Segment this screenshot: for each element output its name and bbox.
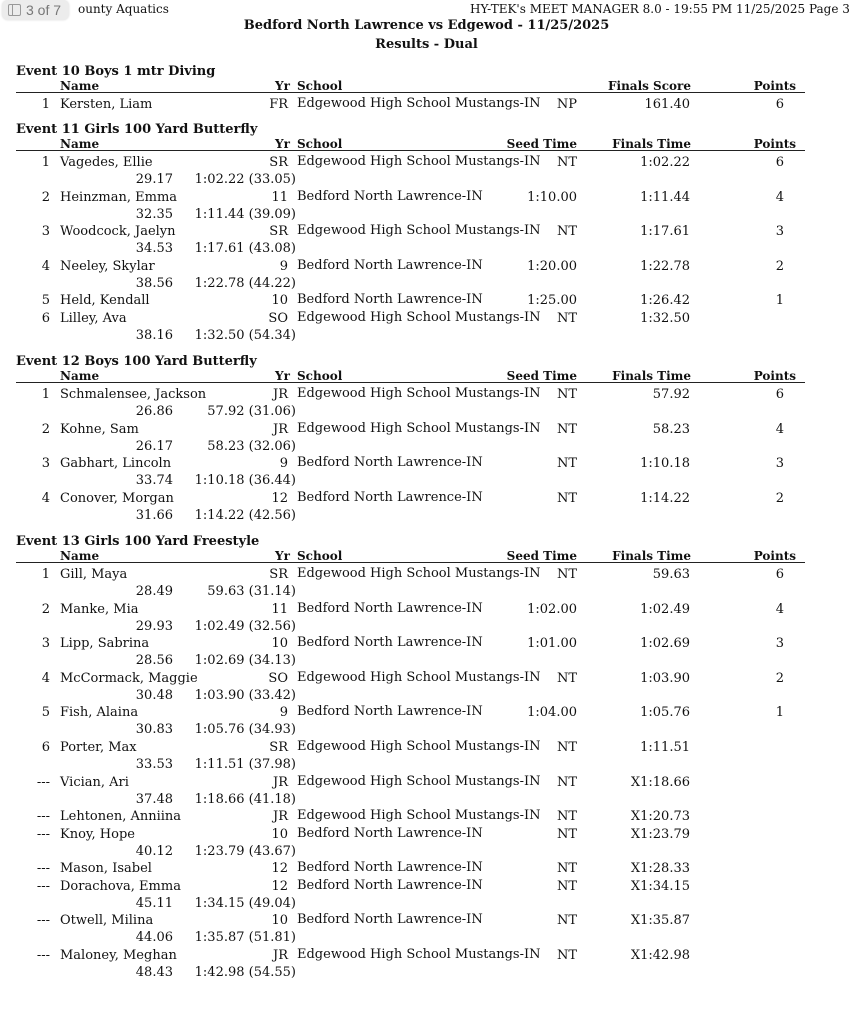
finals-time: 1:22.78 (640, 258, 690, 274)
seed-time: 1:04.00 (527, 705, 577, 721)
swimmer-name: Mason, Isabel (60, 861, 152, 877)
seed-time: NT (556, 155, 577, 170)
finals-time: 57.92 (652, 387, 690, 402)
split-100: 1:02.22 (33.05) (194, 172, 296, 187)
event-title: Event 12 Boys 100 Yard Butterfly (16, 354, 257, 369)
place: 2 (41, 421, 50, 437)
swimmer-name: Manke, Mia (60, 601, 139, 617)
points: 2 (775, 490, 784, 506)
school: Bedford North Lawrence-IN (297, 257, 483, 273)
school: Edgewood High School Mustangs-IN (297, 739, 541, 754)
school: Bedford North Lawrence-IN (297, 188, 483, 204)
seed-time: 1:01.00 (527, 636, 577, 652)
points: 6 (775, 567, 784, 582)
column-header-points: Points (753, 137, 796, 151)
finals-time: 1:14.22 (640, 490, 690, 506)
seed-time: NT (556, 387, 577, 402)
split-100: 1:14.22 (42.56) (194, 507, 296, 523)
school: Bedford North Lawrence-IN (297, 704, 483, 720)
column-header-name: Name (60, 369, 100, 383)
place: --- (36, 861, 50, 877)
school: Bedford North Lawrence-IN (297, 912, 483, 928)
finals-time: X1:35.87 (630, 913, 690, 929)
swimmer-year: JR (273, 948, 288, 963)
swimmer-year: SO (268, 670, 288, 686)
finals-time: 1:11.51 (640, 740, 690, 755)
finals-time: 59.63 (652, 567, 690, 582)
place: --- (36, 809, 50, 825)
swimmer-year: SR (269, 567, 288, 582)
finals-time: 1:03.90 (640, 670, 690, 686)
finals-time: X1:23.79 (630, 826, 690, 842)
school: Edgewood High School Mustangs-IN (297, 773, 541, 789)
sidebar-icon[interactable] (8, 4, 21, 16)
header-rule (16, 382, 805, 383)
split-50: 30.48 (135, 687, 173, 703)
swimmer-year: 12 (271, 490, 288, 506)
seed-time: NT (556, 774, 577, 790)
school: Bedford North Lawrence-IN (297, 825, 483, 841)
school: Edgewood High School Mustangs-IN (297, 566, 541, 581)
swimmer-name: Schmalensee, Jackson (60, 387, 207, 402)
swimmer-year: SR (269, 224, 288, 240)
school: Edgewood High School Mustangs-IN (297, 669, 541, 685)
split-100: 1:11.51 (37.98) (194, 757, 296, 772)
column-header-name: Name (60, 549, 100, 563)
swimmer-name: Woodcock, Jaelyn (60, 224, 176, 240)
place: 4 (41, 258, 50, 274)
points: 2 (775, 258, 784, 274)
swimmer-year: JR (273, 774, 288, 790)
school: Bedford North Lawrence-IN (297, 489, 483, 505)
school: Edgewood High School Mustangs-IN (297, 223, 541, 239)
split-50: 28.56 (135, 653, 173, 669)
column-header-points: Points (753, 549, 796, 563)
column-header-school: School (297, 549, 343, 563)
place: 3 (41, 456, 50, 472)
seed-time: NT (556, 809, 577, 825)
split-50: 30.83 (135, 722, 173, 738)
split-50: 32.35 (135, 206, 173, 222)
points: 6 (775, 387, 784, 402)
swimmer-name: Knoy, Hope (60, 826, 135, 842)
swimmer-name: Held, Kendall (60, 293, 150, 309)
points: 2 (775, 670, 784, 686)
place: 6 (41, 310, 50, 326)
finals-time: 58.23 (652, 421, 690, 437)
finals-time: 1:26.42 (640, 293, 690, 309)
column-header-school: School (297, 137, 343, 151)
swimmer-year: JR (273, 387, 288, 402)
school: Edgewood High School Mustangs-IN (297, 420, 541, 436)
place: 5 (41, 705, 50, 721)
finals-time: 1:17.61 (640, 224, 690, 240)
finals-time: 1:05.76 (640, 705, 690, 721)
split-100: 1:18.66 (41.18) (194, 791, 296, 807)
swimmer-name: Maloney, Meghan (60, 948, 177, 963)
header-rule (16, 562, 805, 563)
split-100: 1:35.87 (51.81) (194, 930, 296, 946)
swimmer-year: FR (269, 97, 288, 112)
seed-time: NT (556, 913, 577, 929)
place: --- (36, 913, 50, 929)
points: 4 (775, 421, 784, 437)
split-100: 1:42.98 (54.55) (194, 965, 296, 980)
school: Edgewood High School Mustangs-IN (297, 96, 541, 111)
split-50: 31.66 (135, 507, 173, 523)
seed-time: NT (556, 948, 577, 963)
split-50: 29.93 (135, 618, 173, 634)
split-50: 40.12 (135, 843, 173, 859)
finals-time: 161.40 (644, 97, 690, 112)
place: 3 (41, 636, 50, 652)
swimmer-name: Lipp, Sabrina (60, 636, 150, 652)
place: 1 (41, 387, 50, 402)
points: 3 (775, 636, 784, 652)
school: Bedford North Lawrence-IN (297, 292, 483, 308)
place: 1 (41, 567, 50, 582)
swimmer-name: McCormack, Maggie (60, 670, 198, 686)
column-header-school: School (297, 79, 343, 93)
finals-time: X1:18.66 (630, 774, 690, 790)
place: 1 (41, 97, 50, 112)
column-header-finals: Finals Time (612, 549, 691, 563)
header-rule (16, 150, 805, 151)
swimmer-name: Vician, Ari (60, 774, 129, 790)
split-50: 34.53 (135, 241, 173, 257)
finals-time: 1:11.44 (640, 189, 690, 205)
swimmer-name: Otwell, Milina (60, 913, 154, 929)
points: 3 (775, 224, 784, 240)
school: Bedford North Lawrence-IN (297, 860, 483, 876)
swimmer-year: SR (269, 155, 288, 170)
swimmer-name: Fish, Alaina (60, 705, 139, 721)
split-100: 1:05.76 (34.93) (194, 722, 296, 738)
swimmer-name: Neeley, Skylar (60, 258, 155, 274)
points: 1 (775, 293, 784, 309)
swimmer-name: Gill, Maya (60, 567, 128, 582)
school: Edgewood High School Mustangs-IN (297, 154, 541, 169)
swimmer-year: SR (269, 740, 288, 755)
swimmer-year: 9 (279, 705, 288, 721)
swimmer-name: Lilley, Ava (60, 310, 127, 326)
event-title: Event 10 Boys 1 mtr Diving (16, 64, 216, 79)
seed-time: NT (556, 567, 577, 582)
column-header-seed: Seed Time (506, 137, 577, 151)
finals-time: 1:10.18 (640, 456, 690, 472)
seed-time: 1:20.00 (527, 258, 577, 274)
split-50: 44.06 (135, 930, 173, 946)
page-indicator-label: 3 of 7 (26, 2, 62, 18)
swimmer-year: 9 (279, 456, 288, 472)
place: 2 (41, 189, 50, 205)
header-rule (16, 92, 805, 93)
finals-time: X1:42.98 (630, 948, 690, 963)
split-100: 1:03.90 (33.42) (194, 687, 296, 703)
column-header-points: Points (753, 369, 796, 383)
column-header-school: School (297, 369, 343, 383)
split-50: 38.16 (135, 327, 173, 343)
split-50: 26.86 (135, 404, 173, 419)
swimmer-name: Porter, Max (60, 740, 137, 755)
swimmer-name: Gabhart, Lincoln (60, 456, 172, 472)
swimmer-name: Kohne, Sam (60, 421, 139, 437)
finals-time: 1:02.69 (640, 636, 690, 652)
swimmer-year: 10 (271, 826, 288, 842)
split-50: 45.11 (135, 895, 173, 911)
meet-title: Bedford North Lawrence vs Edgewod - 11/25/2025 (243, 18, 610, 33)
seed-time: NT (556, 878, 577, 894)
header-left: ounty Aquatics (78, 2, 169, 16)
school: Bedford North Lawrence-IN (297, 635, 483, 651)
place: 2 (41, 601, 50, 617)
swimmer-year: JR (273, 809, 288, 825)
place: 4 (41, 490, 50, 506)
swimmer-name: Kersten, Liam (60, 97, 153, 112)
school: Bedford North Lawrence-IN (297, 600, 483, 616)
seed-time: NT (556, 456, 577, 472)
place: 5 (41, 293, 50, 309)
split-100: 1:02.49 (32.56) (194, 618, 296, 634)
seed-time: NT (556, 861, 577, 877)
column-header-yr: Yr (275, 79, 290, 93)
swimmer-year: SO (268, 310, 288, 326)
split-100: 1:10.18 (36.44) (194, 473, 296, 489)
place: --- (36, 878, 50, 894)
swimmer-year: 11 (271, 601, 288, 617)
split-100: 1:34.15 (49.04) (194, 895, 296, 911)
place: 4 (41, 670, 50, 686)
swimmer-name: Heinzman, Emma (60, 189, 178, 205)
seed-time: 1:02.00 (527, 601, 577, 617)
split-100: 1:32.50 (54.34) (194, 327, 296, 343)
finals-time: X1:34.15 (630, 878, 690, 894)
results-subtitle: Results - Dual (375, 37, 478, 52)
swimmer-year: 9 (279, 258, 288, 274)
seed-time: 1:25.00 (527, 293, 577, 309)
swimmer-name: Vagedes, Ellie (60, 155, 153, 170)
seed-time: NT (556, 310, 577, 326)
swimmer-year: 12 (271, 878, 288, 894)
place: --- (36, 826, 50, 842)
split-100: 1:23.79 (43.67) (194, 843, 296, 859)
split-50: 37.48 (135, 791, 173, 807)
split-100: 1:17.61 (43.08) (194, 241, 296, 257)
seed-time: NP (556, 97, 577, 112)
header-right: HY-TEK's MEET MANAGER 8.0 - 19:55 PM 11/25/2025 Page 3 (470, 2, 850, 16)
split-100: 58.23 (32.06) (207, 438, 296, 454)
split-100: 1:11.44 (39.09) (194, 206, 296, 222)
split-50: 48.43 (135, 965, 173, 980)
points: 6 (775, 155, 784, 170)
points: 4 (775, 601, 784, 617)
split-50: 38.56 (135, 275, 173, 291)
place: 3 (41, 224, 50, 240)
seed-time: NT (556, 826, 577, 842)
seed-time: 1:10.00 (527, 189, 577, 205)
place: 6 (41, 740, 50, 755)
split-100: 57.92 (31.06) (207, 404, 296, 419)
split-50: 33.53 (135, 757, 173, 772)
finals-time: X1:20.73 (630, 809, 690, 825)
school: Bedford North Lawrence-IN (297, 877, 483, 893)
swimmer-name: Dorachova, Emma (60, 878, 181, 894)
column-header-yr: Yr (275, 549, 290, 563)
points: 6 (775, 97, 784, 112)
finals-time: X1:28.33 (630, 861, 690, 877)
swimmer-year: 10 (271, 913, 288, 929)
finals-time: 1:02.49 (640, 601, 690, 617)
seed-time: NT (556, 670, 577, 686)
swimmer-year: 10 (271, 636, 288, 652)
event-title: Event 13 Girls 100 Yard Freestyle (16, 534, 260, 549)
school: Edgewood High School Mustangs-IN (297, 808, 541, 824)
place: --- (36, 774, 50, 790)
points: 4 (775, 189, 784, 205)
event-title: Event 11 Girls 100 Yard Butterfly (16, 122, 258, 137)
column-header-seed: Seed Time (506, 549, 577, 563)
finals-time: 1:02.22 (640, 155, 690, 170)
swimmer-year: JR (273, 421, 288, 437)
seed-time: NT (556, 224, 577, 240)
swimmer-year: 11 (271, 189, 288, 205)
column-header-yr: Yr (275, 369, 290, 383)
school: Edgewood High School Mustangs-IN (297, 386, 541, 401)
place: --- (36, 948, 50, 963)
page-indicator[interactable] (2, 0, 69, 20)
split-50: 33.74 (135, 473, 173, 489)
split-50: 26.17 (135, 438, 173, 454)
split-50: 29.17 (135, 172, 173, 187)
school: Edgewood High School Mustangs-IN (297, 947, 541, 962)
swimmer-year: 12 (271, 861, 288, 877)
points: 1 (775, 705, 784, 721)
school: Edgewood High School Mustangs-IN (297, 309, 541, 325)
seed-time: NT (556, 421, 577, 437)
seed-time: NT (556, 490, 577, 506)
column-header-finals: Finals Time (612, 137, 691, 151)
split-50: 28.49 (135, 584, 173, 599)
column-header-name: Name (60, 79, 100, 93)
column-header-finals: Finals Score (607, 79, 691, 93)
split-100: 1:02.69 (34.13) (194, 653, 296, 669)
finals-time: 1:32.50 (640, 310, 690, 326)
column-header-points: Points (753, 79, 796, 93)
column-header-seed: Seed Time (506, 369, 577, 383)
seed-time: NT (556, 740, 577, 755)
split-100: 59.63 (31.14) (207, 584, 296, 599)
swimmer-name: Lehtonen, Anniina (60, 809, 182, 825)
place: 1 (41, 155, 50, 170)
column-header-name: Name (60, 137, 100, 151)
split-100: 1:22.78 (44.22) (194, 275, 296, 291)
points: 3 (775, 456, 784, 472)
column-header-yr: Yr (275, 137, 290, 151)
column-header-finals: Finals Time (612, 369, 691, 383)
swimmer-year: 10 (271, 293, 288, 309)
swimmer-name: Conover, Morgan (60, 490, 174, 506)
school: Bedford North Lawrence-IN (297, 455, 483, 471)
